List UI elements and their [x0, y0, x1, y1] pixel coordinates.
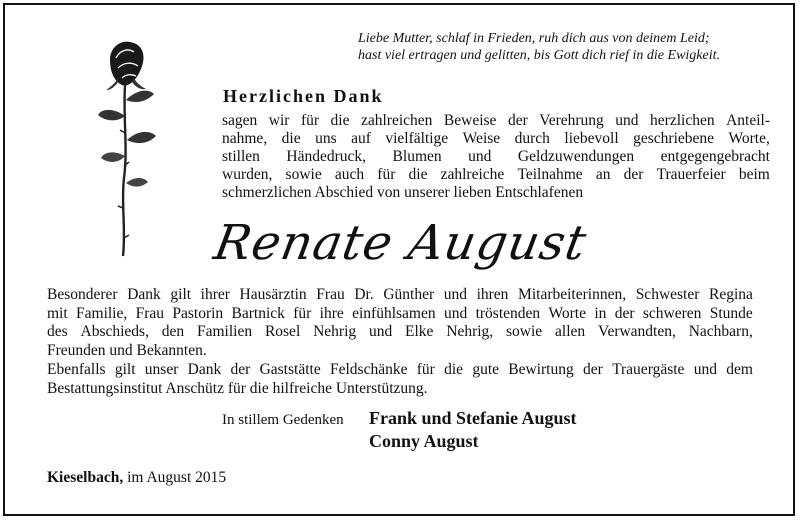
word: Teilnahme: [517, 166, 583, 183]
thanks-line: [222, 112, 770, 130]
word: Mitarbeiterinnen,: [518, 286, 627, 303]
word: Elke: [405, 323, 434, 340]
word: Verwandten,: [597, 323, 676, 340]
word: Besonderer: [47, 286, 118, 303]
thanks-line: [222, 166, 770, 184]
word: gute: [472, 361, 500, 378]
word: ihre: [319, 304, 344, 322]
word: Rosel: [264, 323, 301, 340]
word: Nehrig: [313, 323, 357, 340]
word: sagen: [222, 112, 258, 129]
word: Frau: [135, 304, 165, 322]
paragraph-line: Freunden und Bekannten.: [47, 341, 207, 359]
word: Worte: [548, 304, 586, 322]
word: Regina: [709, 286, 753, 303]
word: und: [615, 112, 639, 129]
word: dem: [726, 361, 753, 378]
word: Dank: [187, 361, 222, 378]
word: durch: [514, 130, 550, 147]
signer-name: Frank und Stefanie August: [369, 408, 577, 428]
word: nahme,: [222, 130, 268, 147]
word: Familie,: [76, 304, 128, 322]
word: die: [444, 361, 464, 378]
word: allen: [555, 323, 586, 340]
word: Gaststätte: [259, 361, 321, 378]
word: der: [614, 304, 635, 322]
word: den: [161, 323, 185, 340]
word: Feldschänke: [329, 361, 408, 378]
thanks-line: [222, 148, 770, 166]
word: der: [623, 166, 644, 183]
word: Geldzuwendungen: [517, 148, 635, 165]
word: der: [583, 361, 603, 378]
word: der: [507, 112, 528, 129]
word: Ebenfalls: [47, 361, 106, 378]
word: Stunde: [709, 304, 753, 322]
word: in: [594, 304, 607, 322]
deceased-name: Renate August: [210, 215, 592, 271]
word: Worte,: [728, 130, 770, 147]
place-date: [47, 469, 226, 487]
word: für: [377, 166, 396, 183]
word: Abschieds,: [80, 323, 149, 340]
word: und: [443, 304, 468, 322]
thanks-line: schmerzlichen Abschied von unserer lieben Entschlafenen: [222, 184, 584, 201]
word: liebevoll: [564, 130, 619, 147]
thanks-text: [222, 112, 770, 202]
word: Händedruck,: [286, 148, 367, 165]
word: Trauergäste: [612, 361, 685, 378]
word: für: [293, 304, 312, 322]
word: des: [47, 323, 68, 340]
word: Beweise: [443, 112, 497, 129]
word: Nehrig,: [446, 323, 494, 340]
word: die: [281, 130, 301, 147]
word: und: [693, 361, 717, 378]
date: im August 2015: [127, 469, 227, 486]
word: Schwester: [635, 286, 700, 303]
word: Günther: [383, 286, 435, 303]
word: und: [468, 148, 492, 165]
word: Frau: [316, 286, 345, 303]
paragraph-line: [47, 305, 753, 324]
poem-line-1: Liebe Mutter, schlaf in Frieden, ruh dich aus von deinem Leid;: [358, 31, 710, 46]
word: Verehrung: [539, 112, 604, 129]
word: Familien: [197, 323, 253, 340]
word: und: [368, 323, 393, 340]
paragraph-special-thanks: [47, 286, 753, 360]
word: Nachbarn,: [688, 323, 753, 340]
word: Bartnick: [231, 304, 285, 322]
poem: [358, 30, 768, 64]
paragraph-line: Bestattungsinstitut Anschütz für die hilfreiche Unterstützung.: [47, 379, 428, 397]
word: schweren: [642, 304, 702, 322]
word: gilt: [170, 286, 192, 303]
word: Dr.: [354, 286, 374, 303]
word: geschriebene: [633, 130, 715, 147]
word: zahlreichen: [360, 112, 433, 129]
word: unser: [144, 361, 179, 378]
word: wir: [268, 112, 290, 129]
word: Weise: [462, 130, 501, 147]
word: die: [408, 166, 428, 183]
signer-name: Conny August: [369, 431, 479, 451]
word: auch: [334, 166, 365, 183]
word: für: [300, 112, 320, 129]
memory-phrase: In stillem Gedenken: [222, 412, 344, 428]
word: sowie: [285, 166, 322, 183]
word: wurden,: [222, 166, 273, 183]
word: Bewirtung: [508, 361, 574, 378]
word: einfühlsamen: [352, 304, 436, 322]
word: Trauerfeier: [656, 166, 726, 183]
word: beim: [738, 166, 770, 183]
word: vielfältige: [385, 130, 449, 147]
word: entgegengebracht: [660, 148, 770, 165]
word: sowie: [506, 323, 543, 340]
place: Kieselbach,: [47, 469, 124, 486]
word: Hausärztin: [239, 286, 307, 303]
rose-icon: [92, 38, 162, 260]
word: stillen: [222, 148, 260, 165]
thanks-line: [222, 130, 770, 148]
word: Blumen: [392, 148, 442, 165]
paragraph-additional-thanks: [47, 361, 753, 398]
word: gilt: [114, 361, 136, 378]
word: ihrer: [200, 286, 230, 303]
paragraph-line: [47, 361, 753, 380]
word: mit: [47, 304, 68, 322]
word: tröstenden: [475, 304, 541, 322]
word: die: [330, 112, 350, 129]
word: auf: [351, 130, 371, 147]
word: Anteil-: [726, 112, 770, 129]
word: zahlreiche: [440, 166, 505, 183]
word: Pastorin: [172, 304, 224, 322]
paragraph-line: [47, 323, 753, 342]
word: ihren: [476, 286, 509, 303]
word: an: [595, 166, 611, 183]
paragraph-line: [47, 286, 753, 305]
word: uns: [315, 130, 337, 147]
word: herzlichen: [650, 112, 715, 129]
word: für: [416, 361, 435, 378]
poem-line-2: hast viel ertragen und gelitten, bis Gott dich rief in die Ewigkeit.: [358, 48, 720, 63]
word: und: [443, 286, 467, 303]
word: Dank: [127, 286, 161, 303]
word: der: [230, 361, 251, 378]
heading: Herzlichen Dank: [223, 86, 384, 106]
